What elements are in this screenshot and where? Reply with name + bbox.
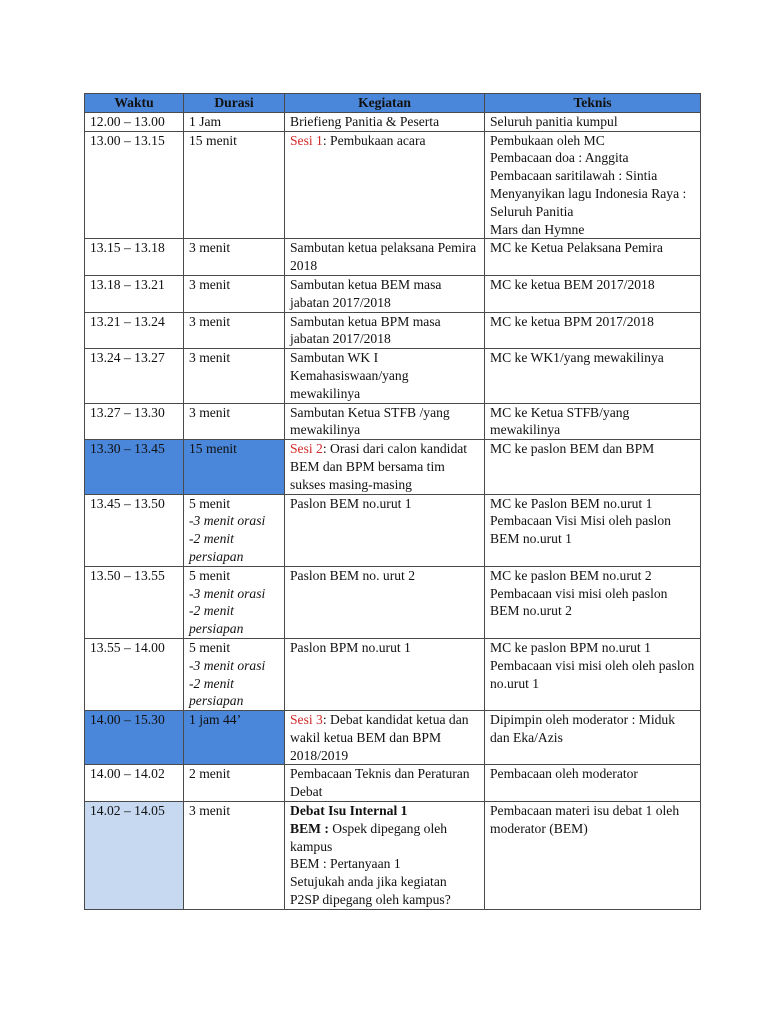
table-row [85,566,701,638]
table-row [85,275,701,312]
cell-waktu: 13.21 – 13.24 [85,312,184,349]
cell-durasi [184,275,285,312]
cell-waktu: 14.00 – 15.30 [85,711,184,765]
kegiatan-text: Briefieng Panitia & Peserta [290,113,440,129]
cell-durasi [184,765,285,802]
kegiatan-text: Sambutan ketua pelaksana Pemira 2018 [290,240,477,274]
cell-durasi [184,638,285,710]
table-row [85,638,701,710]
table-row [85,494,701,566]
durasi-sub: -2 menit persiapan [189,603,244,637]
cell-durasi [184,494,285,566]
durasi-sub: -3 menit orasi [189,657,266,673]
cell-kegiatan [285,403,485,440]
header-teknis: Teknis [485,94,701,113]
cell-waktu: 13.27 – 13.30 [85,403,184,440]
durasi-text: 5 menit [189,567,231,583]
table-row [85,312,701,349]
header-kegiatan: Kegiatan [285,94,485,113]
cell-teknis [485,494,701,566]
durasi-text: 2 menit [189,766,231,782]
cell-waktu: 13.55 – 14.00 [85,638,184,710]
cell-kegiatan [285,275,485,312]
cell-teknis [485,312,701,349]
cell-teknis [485,765,701,802]
teknis-line: MC ke ketua BEM 2017/2018 [490,276,655,292]
sesi-label: Sesi 3 [290,712,323,728]
cell-durasi [184,802,285,910]
cell-teknis [485,802,701,910]
cell-kegiatan [285,312,485,349]
cell-waktu: 14.00 – 14.02 [85,765,184,802]
durasi-text: 5 menit [189,495,231,511]
teknis-line: Pembacaan materi isu debat 1 oleh moderator (BEM) [490,803,680,836]
kegiatan-text: : Pembukaan acara [322,132,426,148]
durasi-text: 3 menit [189,313,231,329]
teknis-line: MC ke paslon BPM no.urut 1 [490,639,651,655]
cell-teknis [485,638,701,710]
cell-waktu: 14.02 – 14.05 [85,802,184,910]
cell-kegiatan [285,711,485,765]
cell-teknis [485,349,701,403]
teknis-line: MC ke Paslon BEM no.urut 1 [490,495,653,511]
cell-kegiatan [285,802,485,910]
cell-waktu: 13.45 – 13.50 [85,494,184,566]
teknis-line: Mars dan Hymne [490,221,585,237]
cell-kegiatan [285,638,485,710]
durasi-text: 15 menit [189,441,237,457]
teknis-line: MC ke Ketua Pelaksana Pemira [490,240,663,256]
cell-waktu: 13.50 – 13.55 [85,566,184,638]
table-body [85,112,701,909]
durasi-text: 1 jam 44’ [189,712,242,728]
cell-durasi [184,131,285,239]
table-row [85,349,701,403]
kegiatan-text: Paslon BEM no.urut 1 [290,495,412,511]
sesi-label: Sesi 1 [290,132,323,148]
teknis-line: MC ke paslon BEM no.urut 2 [490,567,652,583]
cell-kegiatan [285,440,485,494]
kegiatan-text: Sambutan ketua BEM masa jabatan 2017/2018 [290,276,442,310]
durasi-text: 3 menit [189,404,231,420]
kegiatan-text: Sambutan Ketua STFB /yang mewakilinya [290,404,450,438]
cell-durasi [184,403,285,440]
cell-teknis [485,440,701,494]
cell-teknis [485,403,701,440]
kegiatan-extra: BEM : Pertanyaan 1 [290,856,401,872]
kegiatan-extra: Setujukah anda jika kegiatan P2SP dipegang oleh kampus? [290,874,451,908]
kegiatan-text: : Orasi dari calon kandidat BEM dan BPM bersama tim sukses masing-masing [290,441,468,492]
table-row [85,440,701,494]
cell-teknis [485,711,701,765]
cell-durasi [184,112,285,131]
cell-durasi [184,349,285,403]
sesi-label: Sesi 2 [290,441,323,457]
kegiatan-text: Sambutan WK I Kemahasiswaan/yang mewakilinya [290,350,409,401]
durasi-text: 3 menit [189,240,231,256]
durasi-text: 15 menit [189,132,237,148]
cell-teknis [485,131,701,239]
teknis-line: Pembacaan Visi Misi oleh paslon BEM no.urut 1 [490,513,671,547]
teknis-line: Pembacaan oleh moderator [490,766,638,782]
teknis-line: MC ke paslon BEM dan BPM [490,441,655,457]
teknis-line: Pembacaan doa : Anggita [490,150,629,166]
table-row [85,403,701,440]
table-header-row [85,94,701,113]
cell-kegiatan [285,494,485,566]
cell-waktu: 13.00 – 13.15 [85,131,184,239]
kegiatan-text: Ospek dipegang oleh kampus [290,820,448,854]
schedule-table [84,93,701,910]
kegiatan-title: Debat Isu Internal 1 [290,803,408,819]
teknis-line: Dipimpin oleh moderator : Miduk dan Eka/Azis [490,712,676,745]
table-row [85,802,701,910]
cell-durasi [184,312,285,349]
cell-durasi [184,239,285,276]
cell-kegiatan [285,131,485,239]
kegiatan-bold: BEM : [290,820,329,836]
header-durasi: Durasi [184,94,285,113]
kegiatan-text: Pembacaan Teknis dan Peraturan Debat [290,766,470,800]
cell-durasi [184,711,285,765]
cell-waktu: 12.00 – 13.00 [85,112,184,131]
cell-teknis [485,112,701,131]
durasi-text: 1 Jam [189,113,222,129]
teknis-line: MC ke ketua BPM 2017/2018 [490,313,654,329]
durasi-sub: -3 menit orasi [189,513,266,529]
table-row [85,239,701,276]
teknis-line: Pembukaan oleh MC [490,132,605,148]
durasi-text: 3 menit [189,803,231,819]
cell-waktu: 13.30 – 13.45 [85,440,184,494]
teknis-line: MC ke WK1/yang mewakilinya [490,350,664,366]
cell-teknis [485,239,701,276]
durasi-sub: -2 menit persiapan [189,675,244,709]
cell-waktu: 13.15 – 13.18 [85,239,184,276]
cell-kegiatan [285,349,485,403]
table-row [85,765,701,802]
kegiatan-text: : Debat kandidat ketua dan wakil ketua BEM dan BPM 2018/2019 [290,712,469,763]
durasi-text: 3 menit [189,276,231,292]
teknis-line: Pembacaan visi misi oleh oleh paslon no.urut 1 [490,657,695,691]
durasi-text: 5 menit [189,639,231,655]
cell-kegiatan [285,112,485,131]
table-row [85,112,701,131]
cell-teknis [485,275,701,312]
teknis-line: Pembacaan saritilawah : Sintia [490,168,658,184]
header-waktu: Waktu [85,94,184,113]
kegiatan-text: Sambutan ketua BPM masa jabatan 2017/2018 [290,313,441,347]
teknis-line: Seluruh panitia kumpul [490,113,618,129]
teknis-line: MC ke Ketua STFB/yang mewakilinya [490,404,630,438]
cell-teknis [485,566,701,638]
cell-durasi [184,566,285,638]
cell-kegiatan [285,765,485,802]
table-row [85,711,701,765]
cell-kegiatan [285,566,485,638]
teknis-line: Menyanyikan lagu Indonesia Raya : Seluruh Panitia [490,185,687,219]
kegiatan-text: Paslon BEM no. urut 2 [290,567,415,583]
durasi-sub: -2 menit persiapan [189,531,244,564]
durasi-sub: -3 menit orasi [189,585,266,601]
table-row [85,131,701,239]
cell-waktu: 13.24 – 13.27 [85,349,184,403]
cell-durasi [184,440,285,494]
cell-waktu: 13.18 – 13.21 [85,275,184,312]
kegiatan-text: Paslon BPM no.urut 1 [290,639,411,655]
teknis-line: Pembacaan visi misi oleh paslon BEM no.urut 2 [490,585,668,619]
cell-kegiatan [285,239,485,276]
durasi-text: 3 menit [189,350,231,366]
